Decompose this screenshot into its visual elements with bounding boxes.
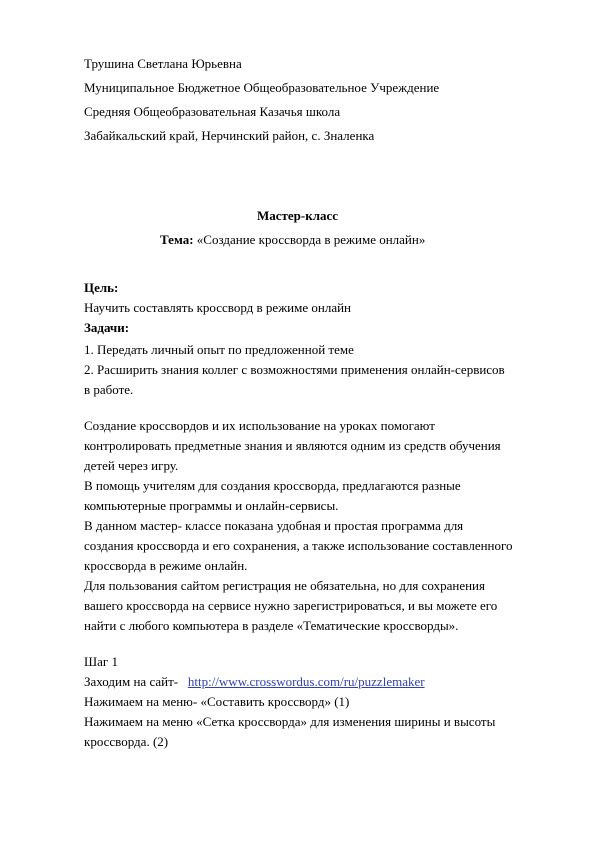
- topic-line: [160, 232, 425, 248]
- body-line: кроссворда в режиме онлайн.: [84, 558, 248, 573]
- body-line: контролировать предметные знания и являются одним из средств обучения: [84, 438, 501, 453]
- goal-label: Цель:: [84, 280, 119, 295]
- location: Забайкальский край, Нерчинский район, с. Зналенка: [84, 128, 375, 143]
- site-prefix: Заходим на сайт-: [84, 674, 188, 689]
- task-item: в работе.: [84, 382, 134, 397]
- body-line: найти с любого компьютера в разделе «Тематические кроссворды».: [84, 618, 459, 633]
- step-line: Нажимаем на меню- «Составить кроссворд» (1): [84, 694, 350, 709]
- body-line: В данном мастер- классе показана удобная и простая программа для: [84, 518, 464, 533]
- body-line: создания кроссворда и его сохранения, а также использование составленного: [84, 538, 513, 553]
- step-label: Шаг 1: [84, 654, 118, 669]
- document-heading: Мастер-класс: [256, 208, 339, 223]
- topic-text: «Создание кроссворда в режиме онлайн»: [196, 232, 426, 247]
- task-item: 1. Передать личный опыт по предложенной теме: [84, 342, 354, 357]
- school-name: Средняя Общеобразовательная Казачья школа: [84, 104, 341, 119]
- tasks-label: Задачи:: [84, 320, 130, 335]
- body-line: вашего кроссворда на сервисе нужно зарегистрироваться, и вы можете его: [84, 598, 498, 613]
- body-line: Создание кроссвордов и их использование на уроках помогают: [84, 418, 435, 433]
- organization-name: Муниципальное Бюджетное Общеобразовательное Учреждение: [84, 80, 440, 95]
- step-line: Нажимаем на меню «Сетка кроссворда» для изменения ширины и высоты: [84, 714, 496, 729]
- body-line: В помощь учителям для создания кроссворда, предлагаются разные: [84, 478, 461, 493]
- body-line: детей через игру.: [84, 458, 179, 473]
- site-link[interactable]: http://www.crosswordus.com/ru/puzzlemaker: [187, 674, 425, 689]
- task-item: 2. Расширить знания коллег с возможностями применения онлайн-сервисов: [84, 362, 505, 377]
- topic-label: Тема:: [160, 232, 194, 247]
- author-name: Трушина Светлана Юрьевна: [84, 56, 242, 71]
- body-line: компьютерные программы и онлайн-сервисы.: [84, 498, 339, 513]
- site-line: [84, 674, 425, 690]
- goal-text: Научить составлять кроссворд в режиме онлайн: [84, 300, 352, 315]
- body-line: Для пользования сайтом регистрация не обязательна, но для сохранения: [84, 578, 485, 593]
- step-line: кроссворда. (2): [84, 734, 169, 749]
